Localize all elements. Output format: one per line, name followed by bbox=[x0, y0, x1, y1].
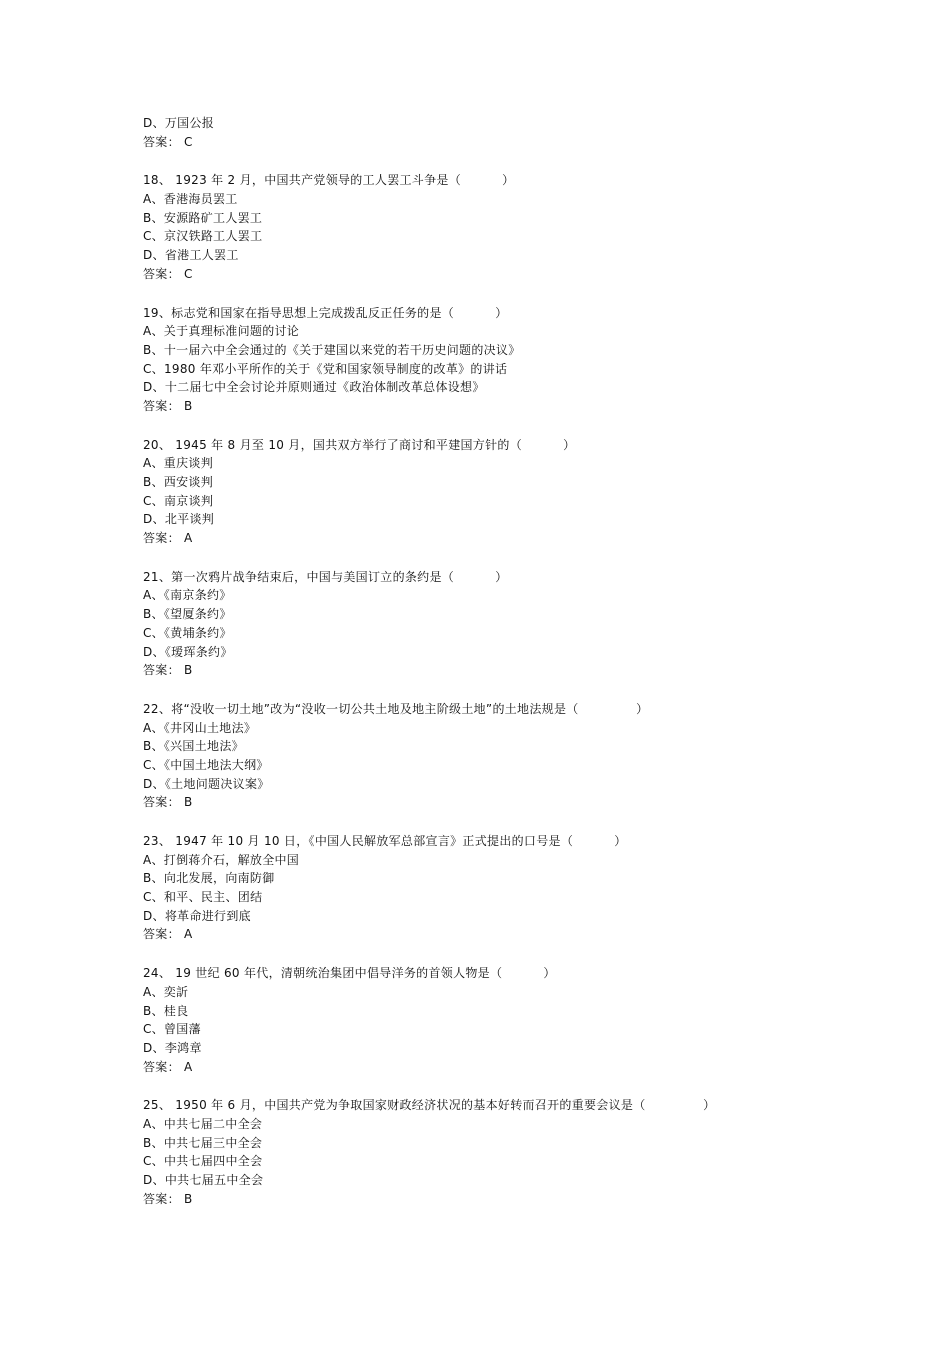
question-17-tail bbox=[143, 114, 843, 151]
question-stem: 20、 1945 年 8 月至 10 月，国共双方举行了商讨和平建国方针的（ ） bbox=[143, 437, 576, 452]
question-21 bbox=[143, 568, 843, 680]
question-list bbox=[143, 114, 843, 1228]
option-a: A、重庆谈判 bbox=[143, 456, 214, 471]
answer: 答案： A bbox=[143, 927, 193, 942]
option-d: D、万国公报 bbox=[143, 116, 215, 130]
question-stem: 24、 19 世纪 60 年代，清朝统治集团中倡导洋务的首领人物是（ ） bbox=[143, 966, 556, 981]
option-d: D、北平谈判 bbox=[143, 512, 215, 527]
option-c: C、和平、民主、团结 bbox=[143, 890, 263, 905]
option-a: A、奕訢 bbox=[143, 984, 189, 999]
option-b: B、西安谈判 bbox=[143, 475, 214, 489]
question-23 bbox=[143, 832, 843, 944]
option-d: D、将革命进行到底 bbox=[143, 908, 251, 923]
answer: 答案： A bbox=[143, 1059, 193, 1074]
option-d: D、《瑷珲条约》 bbox=[143, 644, 233, 659]
option-c: C、曾国藩 bbox=[143, 1022, 201, 1037]
option-a: A、关于真理标准问题的讨论 bbox=[143, 324, 300, 339]
option-b: B、中共七届三中全会 bbox=[143, 1135, 263, 1150]
option-a: A、打倒蒋介石，解放全中国 bbox=[143, 852, 300, 867]
question-stem: 19、标志党和国家在指导思想上完成拨乱反正任务的是（ ） bbox=[143, 305, 508, 320]
question-25 bbox=[143, 1096, 843, 1208]
option-a: A、香港海员罢工 bbox=[143, 192, 238, 207]
question-19 bbox=[143, 304, 843, 416]
answer: 答案： A bbox=[143, 531, 193, 546]
question-stem: 25、 1950 年 6 月，中国共产党为争取国家财政经济状况的基本好转而召开的重要会议是（ ） bbox=[143, 1098, 716, 1113]
option-d: D、中共七届五中全会 bbox=[143, 1173, 264, 1187]
option-c: C、《中国土地法大纲》 bbox=[143, 757, 269, 772]
question-stem: 21、第一次鸦片战争结束后，中国与美国订立的条约是（ ） bbox=[143, 569, 508, 584]
option-b: B、《望厦条约》 bbox=[143, 607, 232, 622]
option-b: B、安源路矿工人罢工 bbox=[143, 210, 263, 225]
option-d: D、十二届七中全会讨论并原则通过《政治体制改革总体设想》 bbox=[143, 380, 485, 395]
answer: 答案： C bbox=[143, 266, 193, 281]
option-b: B、向北发展，向南防御 bbox=[143, 871, 275, 886]
option-c: C、京汉铁路工人罢工 bbox=[143, 229, 263, 244]
option-c: C、《黄埔条约》 bbox=[143, 625, 232, 640]
question-stem: 18、 1923 年 2 月，中国共产党领导的工人罢工斗争是（ ） bbox=[143, 173, 515, 188]
question-24 bbox=[143, 964, 843, 1076]
question-stem: 23、 1947 年 10 月 10 日，《中国人民解放军总部宣言》正式提出的口号是（ ） bbox=[143, 834, 627, 848]
option-d: D、李鸿章 bbox=[143, 1040, 202, 1055]
answer: 答案： B bbox=[143, 663, 193, 678]
question-stem: 22、将“没收一切土地”改为“没收一切公共土地及地主阶级土地”的土地法规是（ ） bbox=[143, 701, 649, 716]
answer: 答案： C bbox=[143, 134, 193, 149]
option-c: C、中共七届四中全会 bbox=[143, 1154, 263, 1169]
option-a: A、《南京条约》 bbox=[143, 588, 232, 603]
option-c: C、南京谈判 bbox=[143, 493, 214, 508]
question-22 bbox=[143, 700, 843, 812]
option-b: B、十一届六中全会通过的《关于建国以来党的若干历史问题的决议》 bbox=[143, 342, 521, 357]
option-a: A、中共七届二中全会 bbox=[143, 1116, 263, 1131]
answer: 答案： B bbox=[143, 1191, 193, 1206]
option-d: D、省港工人罢工 bbox=[143, 248, 239, 263]
option-d: D、《土地问题决议案》 bbox=[143, 776, 270, 791]
option-a: A、《井冈山土地法》 bbox=[143, 720, 257, 735]
answer: 答案： B bbox=[143, 398, 193, 413]
option-b: B、桂良 bbox=[143, 1003, 189, 1018]
question-20 bbox=[143, 436, 843, 548]
option-b: B、《兴国土地法》 bbox=[143, 739, 244, 754]
question-18 bbox=[143, 171, 843, 283]
option-c: C、1980 年邓小平所作的关于《党和国家领导制度的改革》的讲话 bbox=[143, 361, 508, 376]
answer: 答案： B bbox=[143, 795, 193, 810]
